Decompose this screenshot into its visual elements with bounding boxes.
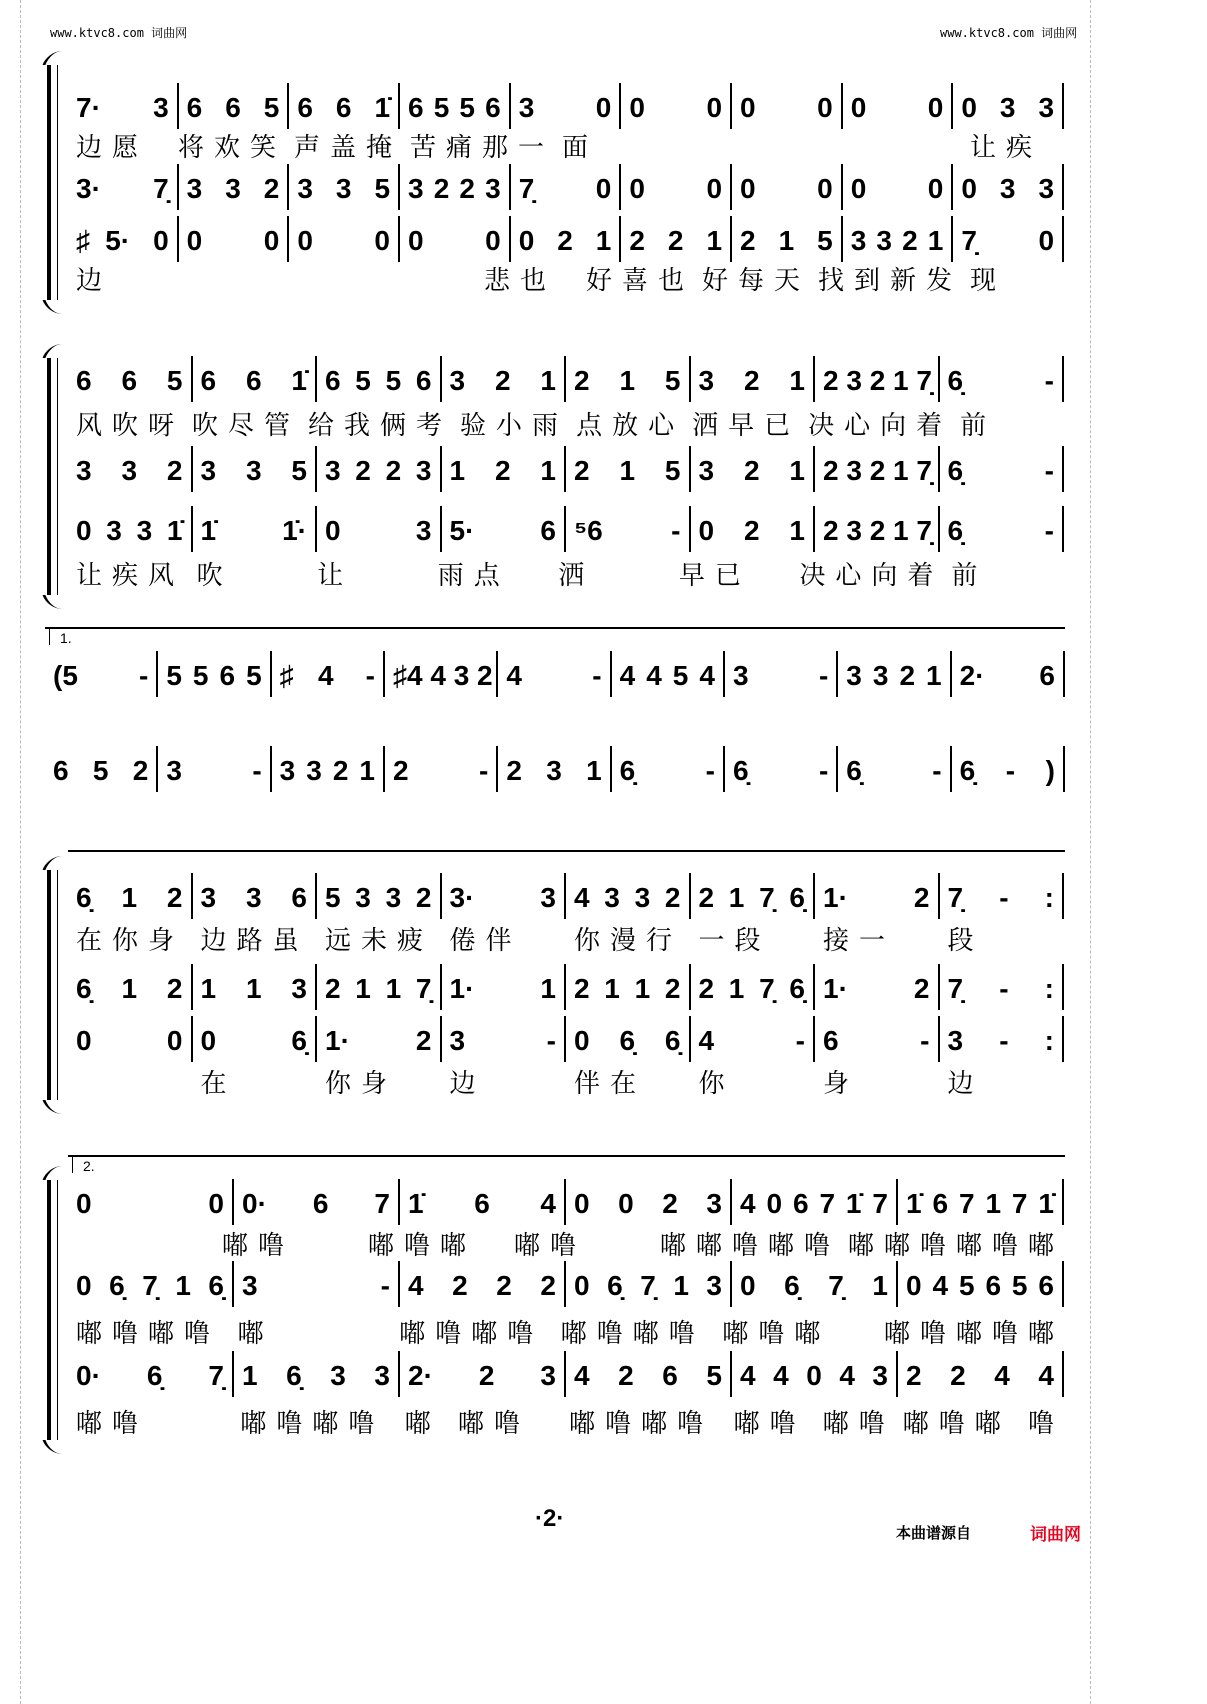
measure: 0 0 xyxy=(619,83,730,129)
lyric-measure: 倦伴 xyxy=(449,925,522,955)
lyric-measure: 风吹呀 xyxy=(76,410,185,440)
lyric-measure: 嘟噜嘟噜 xyxy=(399,1318,544,1348)
notation-row xyxy=(68,220,1064,260)
measure: 0 6̣ xyxy=(191,1016,316,1062)
measure: 1· 2 xyxy=(813,964,938,1010)
measure: 6̣ - xyxy=(836,746,949,792)
measure: 6̣ - xyxy=(938,446,1065,492)
measure: 2 1 1 2 xyxy=(564,964,689,1010)
measure: 0 2 1 xyxy=(509,216,620,262)
lyric-measure: 接一 xyxy=(823,925,896,955)
lyric-measure: 嘟噜嘟噜嘟 xyxy=(883,1318,1064,1348)
lyric-measure: 让疾风 xyxy=(76,560,185,590)
lyric-measure: 你漫行 xyxy=(574,925,683,955)
notation-row xyxy=(68,510,1064,550)
lyric-measure: 让 xyxy=(317,560,354,590)
measure: 3 3 5 xyxy=(287,164,398,210)
lyric-measure: 边愿 xyxy=(76,132,149,162)
measure: 4 - xyxy=(496,651,609,697)
notation-row xyxy=(45,750,1065,790)
measure: 0 0 xyxy=(841,83,952,129)
header-right xyxy=(940,24,1077,41)
lyric-measure: 嘟 xyxy=(237,1318,274,1348)
measure: 3 2 1 xyxy=(689,446,814,492)
lyrics-row xyxy=(68,1225,1064,1265)
measure: 2 3 1 xyxy=(496,746,609,792)
lyric-measure xyxy=(272,260,374,300)
volta-ending-label: 1. xyxy=(49,629,72,645)
lyrics-row xyxy=(68,405,1064,445)
measure: 4 2 6 5 xyxy=(564,1351,730,1397)
measure: 1̇ 6 4 xyxy=(398,1179,564,1225)
lyrics-row xyxy=(68,920,1064,960)
measure: 7̣ 0 xyxy=(509,164,620,210)
lyric-measure: 嘟噜嘟噜 xyxy=(560,1318,705,1348)
measure: 2 1 5 xyxy=(564,446,689,492)
measure: 7̣ 0 xyxy=(951,216,1064,262)
lyric-measure: 点放心 xyxy=(576,410,685,440)
section-line xyxy=(68,850,1065,852)
lyric-measure: 好每天 xyxy=(702,265,811,295)
measure: 0 0 xyxy=(730,83,841,129)
measure: 4 - xyxy=(689,1016,814,1062)
measure: 2 1 7̣ 6̣ xyxy=(689,873,814,919)
measure: 6 6 5 xyxy=(177,83,288,129)
measure: 2 3 2 1 7̣ xyxy=(813,446,938,492)
measure: 0· 6̣ 7̣ xyxy=(76,1360,224,1391)
lyric-measure: 嘟嘟噜嘟噜 xyxy=(660,1230,841,1260)
measure: 3 2 1 xyxy=(689,356,814,402)
measure: 6 5 5 6 xyxy=(398,83,509,129)
measure: 3 3 2 1 xyxy=(841,216,952,262)
measure: 1 1 3 xyxy=(191,964,316,1010)
measure: 0 6̣ 7̣ 1 xyxy=(730,1261,896,1307)
measure: 3 - xyxy=(440,1016,565,1062)
lyrics-row xyxy=(68,260,1064,300)
measure: ⁵6 - xyxy=(564,506,689,552)
measure: 2· 6 xyxy=(950,651,1065,697)
measure: 6̣ - ) xyxy=(950,746,1065,792)
measure: 6̣ - xyxy=(938,356,1065,402)
lyric-measure: 给我俩考 xyxy=(308,410,453,440)
measure: 2 1 7̣ 6̣ xyxy=(689,964,814,1010)
page-edge-right xyxy=(1090,0,1091,1704)
measure: 7̣ - : xyxy=(938,964,1065,1010)
notation-row xyxy=(68,1265,1064,1305)
measure: (5 - xyxy=(53,660,149,691)
measure: 1̇ 6 7 1 7 1̇ xyxy=(896,1179,1064,1225)
lyric-measure: 雨点 xyxy=(437,560,510,590)
measure: 2· 2 3 xyxy=(398,1351,564,1397)
measure: 0 3 3 xyxy=(951,164,1064,210)
notation-row xyxy=(68,1355,1064,1395)
measure: 2 1 1 7̣ xyxy=(315,964,440,1010)
lyric-measure: 嘟噜 xyxy=(222,1230,295,1260)
measure: 5· 6 xyxy=(440,506,565,552)
measure: 4 3 3 2 xyxy=(564,873,689,919)
measure: 6̣ - xyxy=(723,746,836,792)
measure: 3· 7̣ xyxy=(76,173,169,204)
lyric-measure: 一段 xyxy=(698,925,771,955)
lyric-measure: 边路虽 xyxy=(200,925,309,955)
system-bracket xyxy=(47,65,58,300)
measure: 1· 1 xyxy=(440,964,565,1010)
lyric-measure: 洒 xyxy=(558,560,595,590)
notation-row xyxy=(68,877,1064,917)
lyrics-row xyxy=(68,1063,1064,1103)
lyric-measure: 嘟噜嘟 xyxy=(368,1230,477,1260)
measure: 0 0 xyxy=(841,164,952,210)
site-url: www.ktvc8.com xyxy=(940,26,1034,40)
lyric-measure: 悲也 xyxy=(484,265,557,295)
lyric-measure: 段 xyxy=(947,925,984,955)
measure: 6 5 2 xyxy=(53,755,149,786)
measure: 3 3 6 xyxy=(191,873,316,919)
measure: 4 4 5 4 xyxy=(610,651,723,697)
measure: 6 - xyxy=(813,1016,938,1062)
measure: 6 6 1̇ xyxy=(191,356,316,402)
measure: 5 5 6 5 xyxy=(156,651,269,697)
lyrics-row xyxy=(68,1313,1064,1353)
lyric-measure: 洒早已 xyxy=(692,410,801,440)
lyrics-row xyxy=(68,1403,1064,1443)
notation-row xyxy=(45,655,1065,695)
lyric-measure: 现 xyxy=(970,265,1007,295)
site-name: 词曲网 xyxy=(1041,26,1078,40)
measure: 3 2 1 xyxy=(440,356,565,402)
measure: ♯5· 0 xyxy=(76,225,169,256)
section-line xyxy=(45,627,1065,629)
measure: 2 3 2 1 7̣ xyxy=(813,506,938,552)
site-url: www.ktvc8.com xyxy=(50,26,144,40)
measure: 0 0 xyxy=(76,1025,183,1056)
system-bracket xyxy=(47,870,58,1100)
lyrics-row xyxy=(68,127,1064,167)
lyric-measure: 远未疲 xyxy=(325,925,434,955)
source-label: 本曲谱源自 xyxy=(896,1525,972,1542)
measure: 1̇ 1̇· xyxy=(191,506,316,552)
lyric-measure xyxy=(758,127,860,167)
notation-row xyxy=(68,968,1064,1008)
measure: 6̣ 1 2 xyxy=(76,973,183,1004)
lyric-measure: 嘟噜 xyxy=(76,1408,149,1438)
measure: 0 6̣ 7̣ 1 3 xyxy=(564,1261,730,1307)
lyric-measure: 验小雨 xyxy=(460,410,569,440)
lyric-measure: 在 xyxy=(200,1068,237,1098)
notation-row xyxy=(68,1183,1064,1223)
brand-logo: 词曲网 xyxy=(1030,1525,1081,1544)
measure: 0 3 3 xyxy=(951,83,1064,129)
notation-row xyxy=(68,1020,1064,1060)
notation-row xyxy=(68,450,1064,490)
lyric-measure: 嘟噜嘟 噜 xyxy=(902,1408,1065,1438)
measure: 0 6̣ 7̣ 1 6̣ xyxy=(76,1270,224,1301)
measure: 0 3 3 1̇ xyxy=(76,515,183,546)
volta-ending-label: 2. xyxy=(72,1157,95,1173)
lyric-measure: 前 xyxy=(960,410,997,440)
measure: 2 - xyxy=(383,746,496,792)
site-name: 词曲网 xyxy=(151,26,188,40)
measure: 3· 3 xyxy=(440,873,565,919)
page-edge-left xyxy=(20,0,21,1704)
measure: 3 - xyxy=(723,651,836,697)
measure: 0 0 xyxy=(177,216,288,262)
lyric-measure: 找到新发 xyxy=(818,265,963,295)
measure: 1 6̣ 3 3 xyxy=(232,1351,398,1397)
lyric-measure xyxy=(170,260,272,300)
lyric-measure: 吹 xyxy=(196,560,233,590)
lyric-measure xyxy=(656,127,758,167)
lyric-measure: 你身 xyxy=(325,1068,398,1098)
notation-row xyxy=(68,360,1064,400)
lyric-measure: 嘟噜嘟噜 xyxy=(240,1408,385,1438)
measure: 6̣ 1 2 xyxy=(76,882,183,913)
header-left xyxy=(50,24,187,41)
measure: 7· 3 xyxy=(76,92,169,123)
measure: ♯4 - xyxy=(270,651,383,697)
measure: 3 2 2 3 xyxy=(398,164,509,210)
measure: 0 0 xyxy=(287,216,398,262)
measure: 1· 2 xyxy=(315,1016,440,1062)
measure: 3 2 2 3 xyxy=(315,446,440,492)
section-line xyxy=(68,1155,1065,1157)
measure: 2 3 2 1 7̣ xyxy=(813,356,938,402)
measure: 3 3 2 1 xyxy=(836,651,949,697)
page-number: ·2· xyxy=(535,1505,565,1532)
lyric-measure: 让疾 xyxy=(970,132,1043,162)
lyric-measure: 身 xyxy=(823,1068,860,1098)
lyrics-row xyxy=(68,555,1064,595)
measure: 0 0 2 3 xyxy=(564,1179,730,1225)
measure: 6̣ - xyxy=(938,506,1065,552)
measure: 5 3 3 2 xyxy=(315,873,440,919)
lyric-measure: 面 xyxy=(562,132,599,162)
lyric-measure: 将欢笑 xyxy=(178,132,287,162)
lyric-measure: 决心向着 xyxy=(808,410,953,440)
lyric-measure: 声盖掩 xyxy=(294,132,403,162)
measure: 0 0 xyxy=(619,164,730,210)
measure: 3 3 2 xyxy=(177,164,288,210)
measure: 6 6 1̇ xyxy=(287,83,398,129)
lyric-measure: 苦痛那一 xyxy=(410,132,555,162)
measure: 2 2 4 4 xyxy=(896,1351,1064,1397)
lyric-measure: 边 xyxy=(947,1068,984,1098)
measure: 4 0 6 7 1̇ 7 xyxy=(730,1179,896,1225)
measure: 6̣ - xyxy=(610,746,723,792)
lyric-measure xyxy=(68,1225,214,1265)
system-bracket xyxy=(47,1180,58,1440)
lyric-measure: 伴在 xyxy=(574,1068,647,1098)
lyric-measure: 吹尽管 xyxy=(192,410,301,440)
lyric-measure xyxy=(860,127,962,167)
measure: 4 4 0 4 3 xyxy=(730,1351,896,1397)
measure: 2 1 5 xyxy=(730,216,841,262)
measure: 3 0 xyxy=(509,83,620,129)
measure: 1· 2 xyxy=(813,873,938,919)
measure: 2 1 5 xyxy=(564,356,689,402)
lyric-measure: 决心向着 xyxy=(799,560,944,590)
measure: 2 2 1 xyxy=(619,216,730,262)
measure: 1 2 1 xyxy=(440,446,565,492)
measure: 3 - : xyxy=(938,1016,1065,1062)
lyric-measure: 边 xyxy=(449,1068,486,1098)
measure: 0 0 xyxy=(730,164,841,210)
measure: 6 6 5 xyxy=(76,365,183,396)
lyric-measure: 前 xyxy=(951,560,988,590)
measure: 3 - xyxy=(232,1261,398,1307)
lyric-measure: 嘟嘟噜嘟噜嘟 xyxy=(848,1230,1065,1260)
measure: 0· 6 7 xyxy=(232,1179,398,1225)
lyric-measure: 边 xyxy=(76,265,113,295)
lyric-measure: 好喜也 xyxy=(586,265,695,295)
measure: 3 3 5 xyxy=(191,446,316,492)
measure: 3 - xyxy=(156,746,269,792)
measure: 0 4 5 6 5 6 xyxy=(896,1261,1064,1307)
measure: 0 2 1 xyxy=(689,506,814,552)
measure: 6 5 5 6 xyxy=(315,356,440,402)
lyric-measure: 嘟噜 xyxy=(514,1230,587,1260)
lyric-measure: 嘟 嘟噜 xyxy=(404,1408,531,1438)
measure: 0 0 xyxy=(398,216,509,262)
measure: 7̣ - : xyxy=(938,873,1065,919)
lyric-measure: 嘟噜嘟噜 xyxy=(76,1318,221,1348)
measure: ♯4 4 3 2 xyxy=(383,651,496,697)
lyric-measure xyxy=(374,260,476,300)
system-bracket xyxy=(47,358,58,595)
measure: 4 2 2 2 xyxy=(398,1261,564,1307)
notation-row xyxy=(68,87,1064,127)
lyric-measure: 在你身 xyxy=(76,925,185,955)
measure: 3 3 2 xyxy=(76,455,183,486)
notation-row xyxy=(68,168,1064,208)
lyric-measure: 你 xyxy=(698,1068,735,1098)
lyric-measure: 嘟噜嘟噜 xyxy=(569,1408,714,1438)
lyric-measure: 嘟噜 嘟噜 xyxy=(733,1408,895,1438)
measure: 0 3 xyxy=(315,506,440,552)
measure: 3 3 2 1 xyxy=(270,746,383,792)
lyric-measure xyxy=(68,1063,193,1103)
lyric-measure: 嘟噜嘟 xyxy=(722,1318,831,1348)
measure: 0 6̣ 6̣ xyxy=(564,1016,689,1062)
lyric-measure: 早已 xyxy=(678,560,751,590)
measure: 0 0 xyxy=(76,1188,224,1219)
